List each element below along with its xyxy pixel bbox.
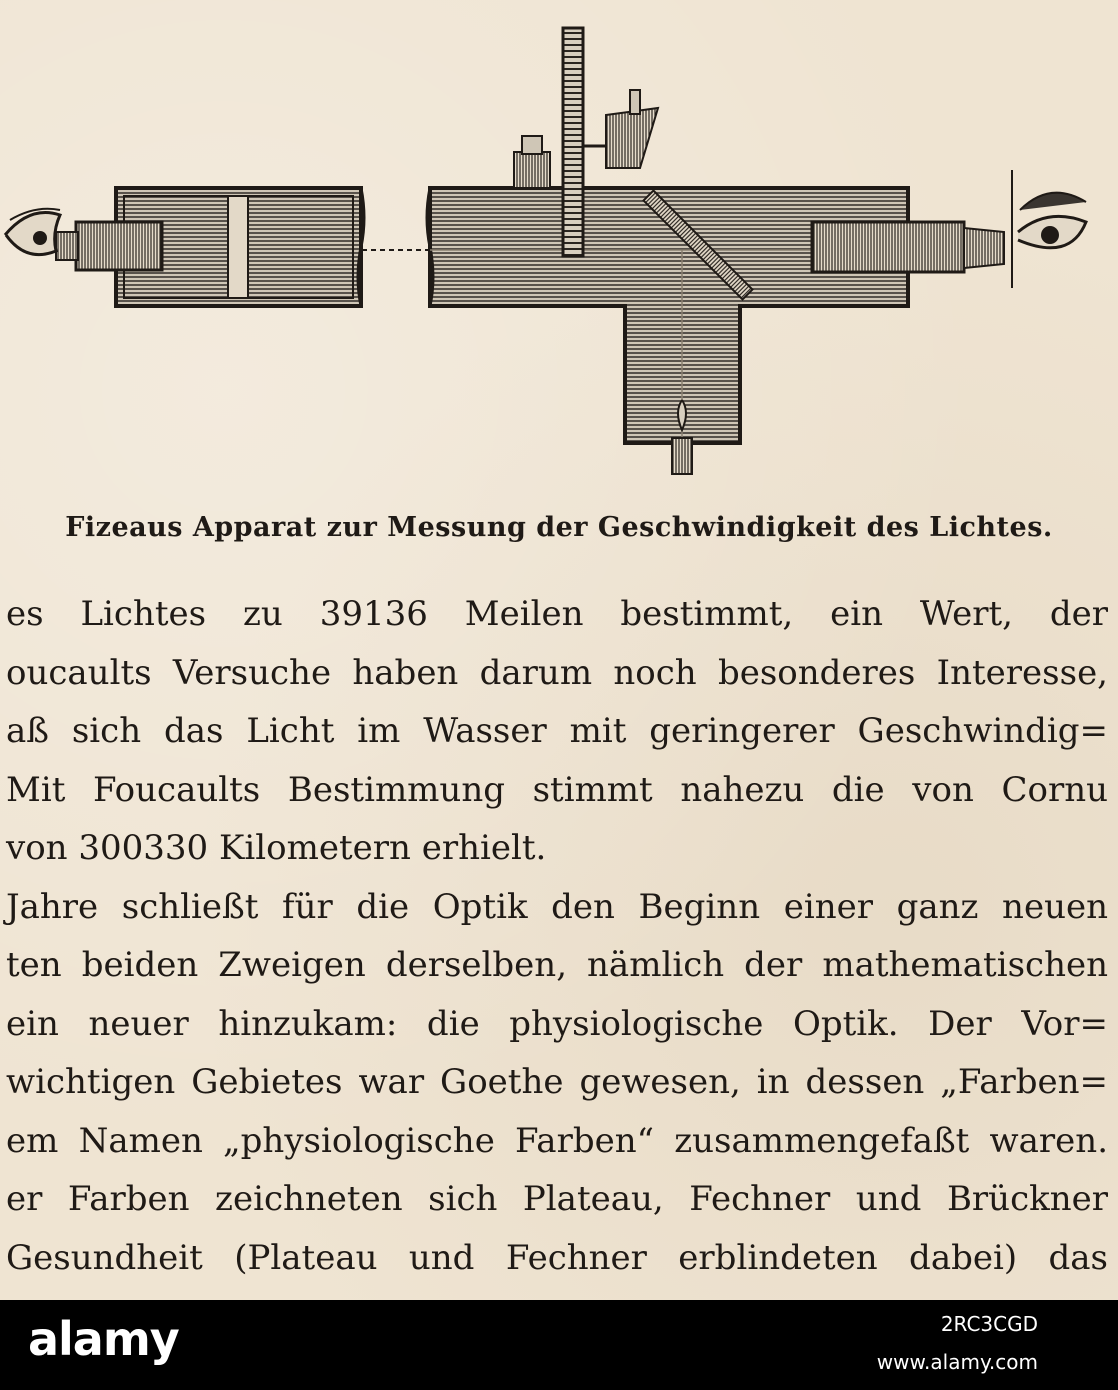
toothed-wheel	[563, 28, 583, 256]
right-eyepiece	[812, 222, 1004, 272]
text-line: Mit Foucaults Bestimmung stimmt nahezu die von Cornu	[6, 769, 1108, 810]
figure-caption: Fizeaus Apparat zur Messung der Geschwindigkeit des Lichtes.	[65, 512, 1053, 543]
left-eyepiece	[56, 222, 162, 270]
fizeau-apparatus-illustration	[0, 0, 1118, 490]
text-line: ten beiden Zweigen derselben, nämlich der mathematischen	[6, 945, 1108, 985]
text-line: em Namen „physiologische Farben“ zusammengefaßt waren.	[6, 1120, 1108, 1161]
text-line: von 300330 Kilometern erhielt.	[6, 828, 547, 868]
watermark-brand: alamy	[28, 1312, 179, 1366]
text-line: Gesundheit (Plateau und Fechner erblindeten dabei) das	[6, 1237, 1108, 1278]
watermark-site: www.alamy.com	[876, 1350, 1038, 1374]
text-line: es Lichtes zu 39136 Meilen bestimmt, ein Wert, der	[6, 594, 1108, 634]
text-line: aß sich das Licht im Wasser mit geringerer Geschwindig=	[6, 711, 1108, 751]
right-eye-icon	[1012, 170, 1086, 288]
watermark-bar	[0, 1300, 1118, 1390]
text-line: oucaults Versuche haben darum noch besonderes Interesse,	[6, 652, 1108, 693]
drive-mechanism	[514, 90, 658, 188]
text-line: wichtigen Gebietes war Goethe gewesen, in dessen „Farben=	[6, 1062, 1108, 1102]
body-text	[0, 585, 1118, 1287]
left-eye-icon	[5, 209, 60, 255]
text-line: Jahre schließt für die Optik den Beginn einer ganz neuen	[6, 886, 1108, 927]
text-line: er Farben zeichneten sich Plateau, Fechner und Brückner	[6, 1179, 1108, 1219]
text-line: ein neuer hinzukam: die physiologische Optik. Der Vor=	[6, 1003, 1108, 1044]
watermark-image-id: 2RC3CGD	[940, 1312, 1038, 1336]
